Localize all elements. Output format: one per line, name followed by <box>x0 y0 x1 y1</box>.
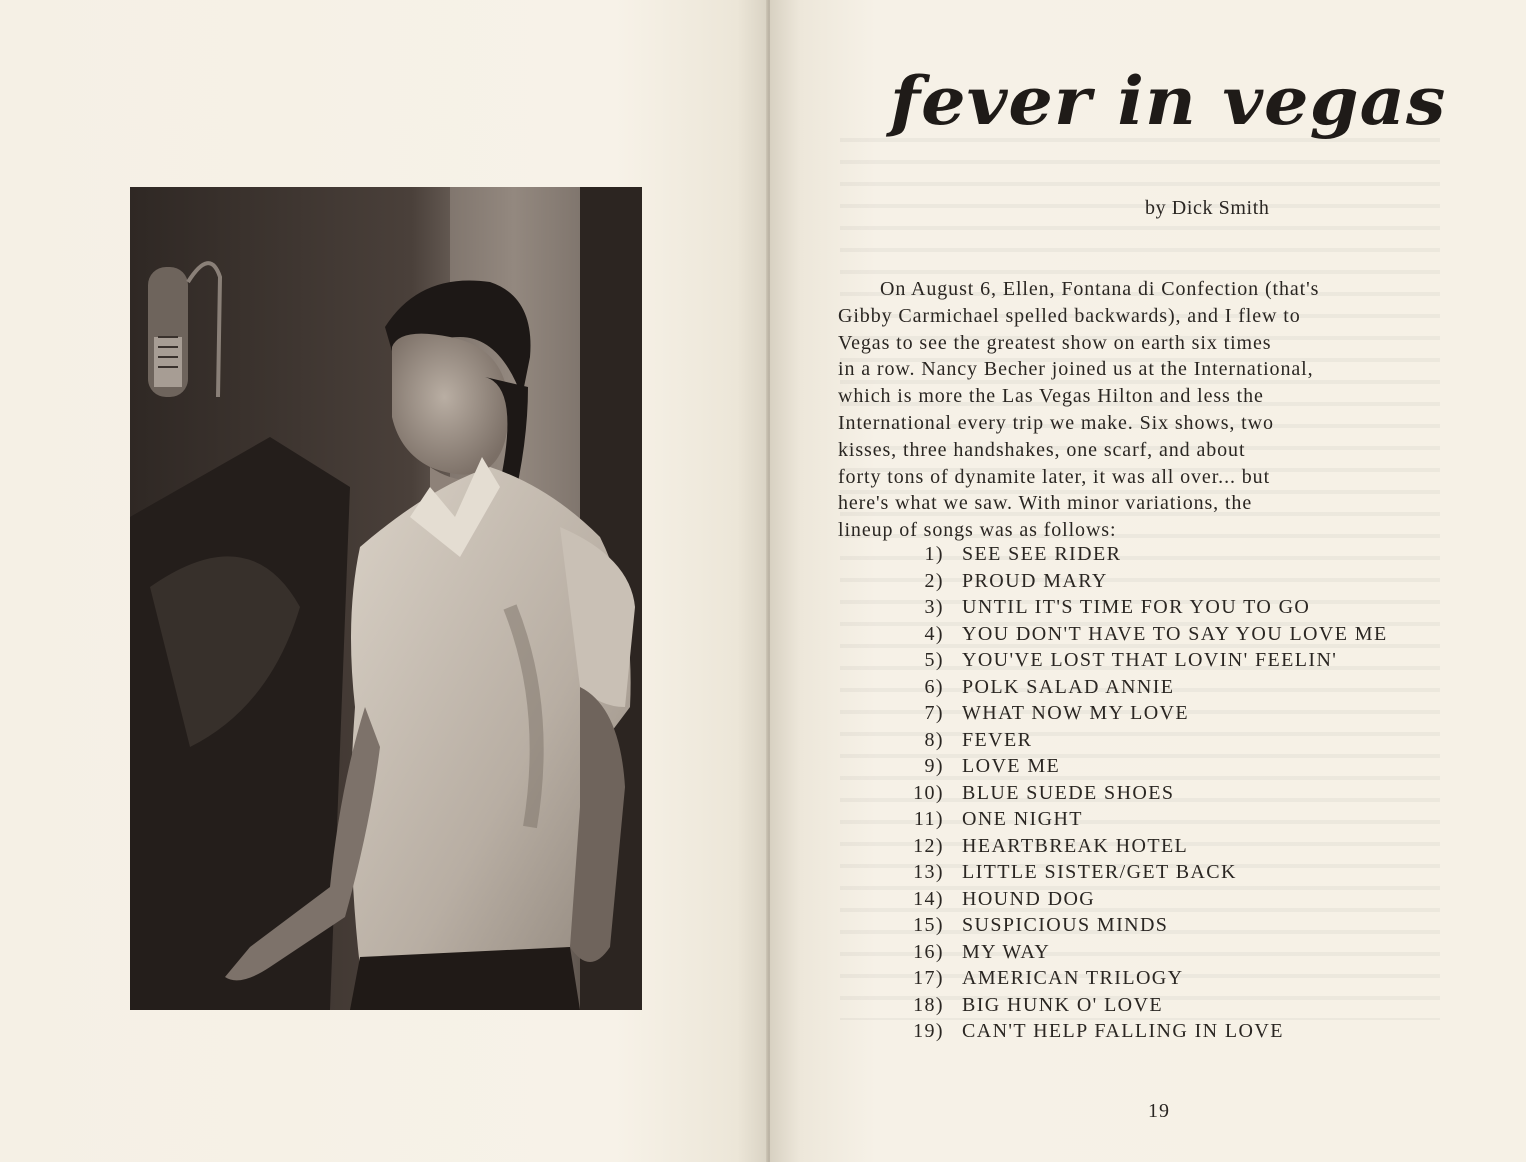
body-line: On August 6, Ellen, Fontana di Confection (that's <box>880 278 1320 300</box>
song-item <box>890 674 1388 701</box>
song-number: 1) <box>924 543 944 565</box>
song-item <box>890 859 1388 886</box>
page-number: 19 <box>1148 1100 1170 1122</box>
song-item <box>890 1018 1388 1045</box>
body-line: here's what we saw. With minor variations, the <box>838 492 1253 515</box>
body-line: lineup of songs was as follows: <box>838 519 1117 542</box>
song-title: BLUE SUEDE SHOES <box>962 781 1175 804</box>
song-number: 11) <box>913 808 944 830</box>
song-item <box>890 621 1388 648</box>
body-line: which is more the Las Vegas Hilton and less the <box>838 385 1264 408</box>
song-item <box>890 647 1388 674</box>
song-title: SUSPICIOUS MINDS <box>962 914 1169 936</box>
song-title: YOU'VE LOST THAT LOVIN' FEELIN' <box>962 649 1338 671</box>
song-item <box>890 700 1388 727</box>
song-item <box>890 833 1388 860</box>
body-line: kisses, three handshakes, one scarf, and about <box>838 438 1246 461</box>
song-item <box>890 939 1388 966</box>
song-title: LOVE ME <box>962 755 1061 777</box>
song-item <box>890 727 1388 754</box>
body-line: forty tons of dynamite later, it was all over... but <box>838 465 1271 488</box>
song-item <box>890 594 1388 621</box>
body-line: Vegas to see the greatest show on earth six times <box>838 331 1272 354</box>
song-title: AMERICAN TRILOGY <box>962 967 1184 989</box>
song-item <box>890 992 1388 1019</box>
singer-photo-drawing <box>130 187 642 1010</box>
song-number: 17) <box>913 967 944 989</box>
body-line: Gibby Carmichael spelled backwards), and I flew to <box>838 304 1301 327</box>
song-number: 18) <box>913 993 944 1016</box>
song-number: 15) <box>913 914 944 936</box>
song-item <box>890 912 1388 939</box>
song-item <box>890 753 1388 780</box>
song-number: 4) <box>924 622 944 645</box>
body-line: International every trip we make. Six shows, two <box>838 411 1274 434</box>
song-title: MY WAY <box>962 940 1051 963</box>
song-item <box>890 886 1388 913</box>
song-number: 3) <box>924 596 944 618</box>
song-number: 14) <box>913 887 944 910</box>
song-list <box>890 541 1388 1045</box>
song-title: WHAT NOW MY LOVE <box>962 702 1190 724</box>
song-item <box>890 780 1388 807</box>
song-title: PROUD MARY <box>962 569 1108 592</box>
song-title: YOU DON'T HAVE TO SAY YOU LOVE ME <box>962 622 1388 645</box>
song-title: BIG HUNK O' LOVE <box>962 993 1163 1016</box>
song-number: 10) <box>913 781 944 804</box>
song-number: 19) <box>913 1020 944 1042</box>
song-item <box>890 806 1388 833</box>
song-number: 16) <box>913 940 944 963</box>
article-title: fever in vegas <box>890 62 1447 140</box>
song-title: CAN'T HELP FALLING IN LOVE <box>962 1020 1284 1042</box>
song-title: SEE SEE RIDER <box>962 543 1122 565</box>
song-number: 9) <box>924 755 944 777</box>
song-number: 5) <box>924 649 944 671</box>
song-item <box>890 541 1388 568</box>
song-title: ONE NIGHT <box>962 808 1083 830</box>
song-number: 6) <box>924 675 944 698</box>
song-title: LITTLE SISTER/GET BACK <box>962 861 1237 883</box>
body-line: in a row. Nancy Becher joined us at the International, <box>838 358 1314 381</box>
article-body <box>838 276 1488 544</box>
song-number: 13) <box>913 861 944 883</box>
song-number: 8) <box>924 728 944 751</box>
song-number: 12) <box>913 834 944 857</box>
singer-photo <box>130 187 642 1010</box>
song-title: HEARTBREAK HOTEL <box>962 834 1189 857</box>
song-number: 2) <box>924 569 944 592</box>
song-item <box>890 568 1388 595</box>
article-byline: by Dick Smith <box>1145 197 1270 219</box>
song-number: 7) <box>924 702 944 724</box>
song-title: FEVER <box>962 728 1033 751</box>
song-title: UNTIL IT'S TIME FOR YOU TO GO <box>962 596 1311 618</box>
song-title: POLK SALAD ANNIE <box>962 675 1175 698</box>
song-title: HOUND DOG <box>962 887 1096 910</box>
song-item <box>890 965 1388 992</box>
